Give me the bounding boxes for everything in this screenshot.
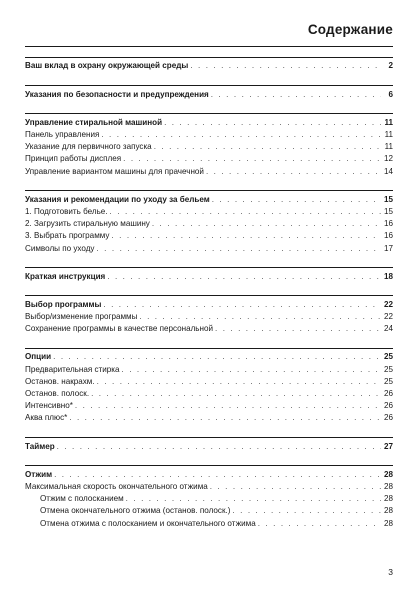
toc-entry[interactable]: [25, 388, 393, 400]
toc-entry[interactable]: [25, 311, 393, 323]
toc-entry-label: Отмена окончательного отжима (останов. полоск.): [40, 506, 231, 516]
toc-section: [25, 190, 393, 254]
dot-leader: [211, 89, 381, 101]
toc-entry-label: Останов. полоск.: [25, 389, 90, 399]
dot-leader: [96, 243, 381, 255]
toc-entry-label: Таймер: [25, 441, 55, 451]
title-rule: [25, 46, 393, 47]
dot-leader: [97, 376, 381, 388]
toc-entry-label: Указания по безопасности и предупреждения: [25, 89, 209, 99]
toc-entry-label: Отжим: [25, 469, 53, 479]
toc-entry[interactable]: [25, 243, 393, 255]
toc-heading-entry[interactable]: [25, 469, 393, 481]
toc-entry-label: 3. Выбрать программу: [25, 231, 110, 241]
toc-entry-label: 2. Загрузить стиральную машину: [25, 219, 150, 229]
dot-leader: [212, 194, 381, 206]
dot-leader: [101, 129, 381, 141]
toc-entry[interactable]: [25, 166, 393, 178]
toc-entry[interactable]: [25, 364, 393, 376]
table-of-contents: [25, 57, 393, 542]
toc-section: [25, 295, 393, 335]
toc-entry-label: Предварительная стирка: [25, 364, 120, 374]
toc-entry-label: Указания и рекомендации по уходу за бельем: [25, 194, 210, 204]
section-rule: [25, 57, 393, 58]
toc-entry-label: Символы по уходу: [25, 243, 95, 253]
toc-entry-page: 15: [383, 194, 393, 204]
dot-leader: [206, 166, 381, 178]
toc-entry-page: 11: [384, 130, 393, 140]
toc-entry-label: Панель управления: [25, 130, 100, 140]
section-rule: [25, 190, 393, 191]
toc-heading-entry[interactable]: [25, 352, 393, 364]
section-rule: [25, 437, 393, 438]
toc-entry[interactable]: [25, 129, 393, 141]
toc-section: [25, 437, 393, 453]
page-number: 3: [388, 567, 393, 577]
dot-leader: [107, 271, 381, 283]
toc-entry-page: 25: [383, 352, 393, 362]
toc-section: [25, 57, 393, 73]
toc-entry-label: Управление стиральной машиной: [25, 117, 163, 127]
toc-heading-entry[interactable]: [25, 271, 393, 283]
section-rule: [25, 113, 393, 114]
dot-leader: [69, 412, 381, 424]
toc-entry-page: 12: [383, 154, 393, 164]
dot-leader: [57, 441, 381, 453]
toc-entry-label: Максимальная скорость окончательного отжима: [25, 481, 208, 491]
section-rule: [25, 348, 393, 349]
dot-leader: [154, 141, 381, 153]
toc-entry[interactable]: [25, 218, 393, 230]
toc-entry-label: Краткая инструкция: [25, 271, 106, 281]
toc-entry-label: Отжим с полосканием: [40, 494, 124, 504]
toc-entry-page: 2: [388, 61, 393, 71]
dot-leader: [75, 400, 381, 412]
toc-section: [25, 267, 393, 283]
dot-leader: [215, 323, 381, 335]
dot-leader: [258, 518, 381, 530]
toc-entry-label: Управление вариантом машины для прачечной: [25, 166, 204, 176]
toc-entry[interactable]: [25, 493, 393, 505]
toc-entry-page: 28: [383, 481, 393, 491]
toc-entry[interactable]: [25, 412, 393, 424]
toc-entry-label: Опции: [25, 352, 52, 362]
dot-leader: [111, 230, 381, 242]
toc-entry-label: Указание для первичного запуска: [25, 142, 152, 152]
toc-entry[interactable]: [25, 230, 393, 242]
toc-entry-page: 28: [383, 469, 393, 479]
toc-entry[interactable]: [25, 206, 393, 218]
dot-leader: [122, 364, 382, 376]
toc-heading-entry[interactable]: [25, 89, 393, 101]
dot-leader: [54, 469, 381, 481]
toc-entry-page: 26: [383, 389, 393, 399]
toc-entry[interactable]: [25, 376, 393, 388]
dot-leader: [110, 206, 381, 218]
toc-entry-page: 22: [383, 312, 393, 322]
toc-entry[interactable]: [25, 518, 393, 530]
toc-entry-page: 18: [383, 271, 393, 281]
toc-entry-label: Интенсивно*: [25, 401, 73, 411]
toc-entry-page: 22: [383, 299, 393, 309]
toc-entry[interactable]: [25, 323, 393, 335]
toc-entry[interactable]: [25, 400, 393, 412]
toc-entry-label: Выбор/изменение программы: [25, 312, 138, 322]
toc-heading-entry[interactable]: [25, 194, 393, 206]
toc-entry-page: 27: [383, 441, 393, 451]
dot-leader: [210, 481, 381, 493]
toc-entry-page: 25: [383, 376, 393, 386]
toc-entry[interactable]: [25, 505, 393, 517]
toc-entry-page: 26: [383, 401, 393, 411]
dot-leader: [53, 351, 381, 363]
section-rule: [25, 267, 393, 268]
dot-leader: [232, 505, 381, 517]
toc-entry-page: 28: [383, 518, 393, 528]
toc-heading-entry[interactable]: [25, 441, 393, 453]
toc-entry-label: 1. Подготовить белье.: [25, 206, 108, 216]
toc-entry-page: 11: [384, 117, 393, 127]
toc-heading-entry[interactable]: [25, 117, 393, 129]
toc-entry-page: 16: [383, 219, 393, 229]
toc-entry-label: Принцип работы дисплея: [25, 154, 122, 164]
dot-leader: [152, 218, 381, 230]
toc-entry-page: 26: [383, 413, 393, 423]
toc-entry-label: Выбор программы: [25, 299, 102, 309]
toc-entry-label: Останов. накрахм.: [25, 376, 95, 386]
dot-leader: [126, 493, 381, 505]
toc-entry-page: 28: [383, 506, 393, 516]
dot-leader: [123, 153, 381, 165]
toc-entry-page: 28: [383, 494, 393, 504]
toc-entry-label: Сохранение программы в качестве персональной: [25, 324, 214, 334]
toc-entry-page: 16: [383, 231, 393, 241]
toc-entry-page: 15: [383, 206, 393, 216]
dot-leader: [190, 60, 381, 72]
toc-entry-label: Ваш вклад в охрану окружающей среды: [25, 61, 189, 71]
toc-entry[interactable]: [25, 141, 393, 153]
toc-entry[interactable]: [25, 153, 393, 165]
toc-section: [25, 85, 393, 101]
toc-entry-label: Аква плюс*: [25, 413, 68, 423]
dot-leader: [164, 117, 381, 129]
section-rule: [25, 295, 393, 296]
dot-leader: [103, 299, 381, 311]
section-rule: [25, 85, 393, 86]
toc-entry-page: 24: [383, 324, 393, 334]
toc-entry-page: 6: [388, 89, 393, 99]
toc-entry-page: 11: [384, 142, 393, 152]
dot-leader: [139, 311, 381, 323]
toc-section: [25, 348, 393, 425]
toc-entry-page: 14: [383, 166, 393, 176]
toc-section: [25, 113, 393, 177]
dot-leader: [91, 388, 381, 400]
toc-entry-page: 17: [383, 243, 393, 253]
section-rule: [25, 465, 393, 466]
toc-entry-page: 25: [383, 364, 393, 374]
toc-heading-entry[interactable]: [25, 61, 393, 73]
page-title: Содержание: [307, 22, 393, 37]
toc-entry[interactable]: [25, 481, 393, 493]
toc-entry-label: Отмена отжима с полосканием и окончательного отжима: [40, 518, 256, 528]
toc-section: [25, 465, 393, 529]
toc-heading-entry[interactable]: [25, 299, 393, 311]
